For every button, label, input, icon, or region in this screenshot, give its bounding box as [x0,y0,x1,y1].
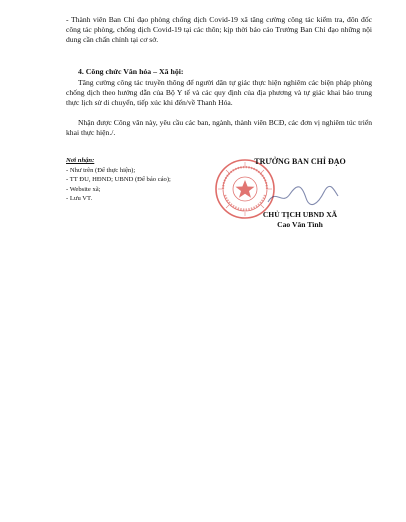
handwritten-signature-icon [262,182,342,210]
recipient-item: - Website xã; [66,185,101,193]
signature-title: TRƯỞNG BAN CHỈ ĐẠO [254,157,346,166]
signature-block [214,150,364,240]
recipients-title: Nơi nhận: [66,157,95,164]
signature-role: CHỦ TỊCH UBND XÃ [262,210,338,219]
recipient-item: - TT ĐU, HĐND; UBND (Để báo cáo); [66,176,171,183]
recipient-item: - Như trên (Để thực hiện); [66,166,136,174]
recipients-block [66,156,216,204]
paragraph-members-inspection: - Thành viên Ban Chỉ đạo phòng chống dịch Covid-19 xã tăng cường công tác kiểm tra, đôn đốc công tác phòng, chống dịch Covid-19 tại các thôn; kịp thời báo cáo Trưởng Ban Chỉ đạo những nội dung cần chấn chỉnh tại cơ sở. [66,15,372,44]
paragraph-closing-request: Nhận được Công văn này, yêu cầu các ban, ngành, thành viên BCĐ, các đơn vị nghiêm túc triển khai thực hiện./. [66,118,372,137]
section-heading-culture-social: 4. Công chức Văn hóa – Xã hội: [78,67,184,76]
paragraph-communication: Tăng cường công tác truyền thông để người dân tự giác thực hiện nghiêm các biện pháp phòng chống dịch theo hướng dẫn của Bộ Y tế và các quy định của địa phương và tự giác khai báo trung thực lịch sử di chuyển, tiếp xúc khi đến/về Thanh Hóa. [66,78,372,107]
recipient-item: - Lưu VT. [66,195,93,202]
signatory-name: Cao Văn Tình [277,220,323,229]
